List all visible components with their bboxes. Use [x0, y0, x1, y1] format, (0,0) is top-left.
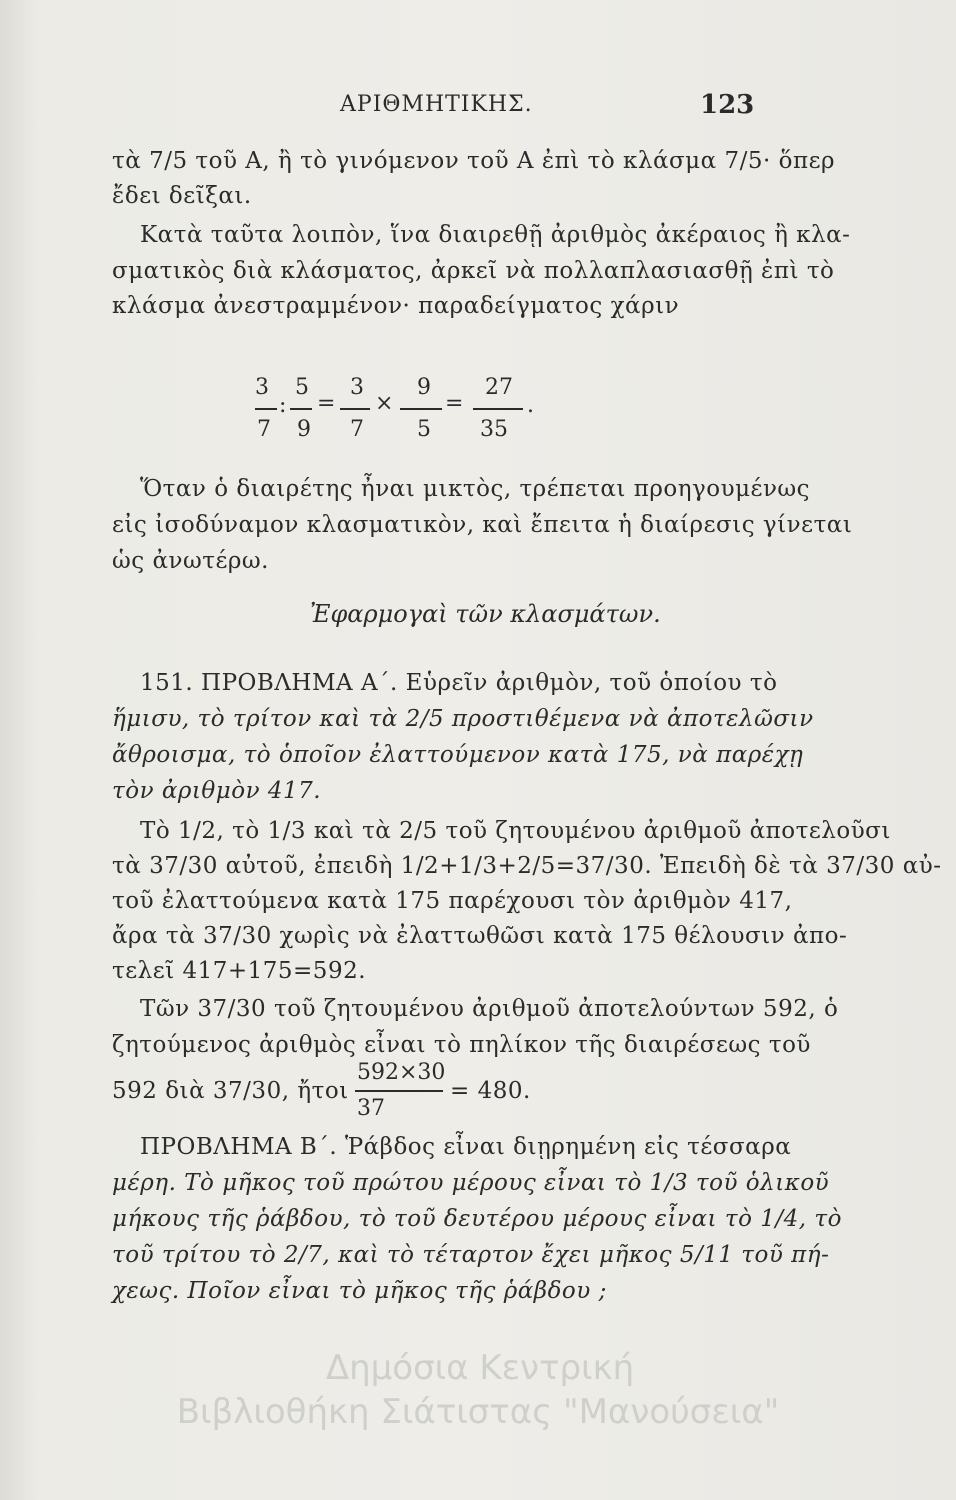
fraction-bar [473, 408, 523, 410]
quotient-fraction [355, 1060, 445, 1120]
period-mark: . [527, 393, 534, 418]
text-line: ζητούμενος ἀριθμὸς εἶναι τὸ πηλίκον τῆς διαιρέσεως τοῦ [112, 1032, 811, 1058]
problem-line: ἄθροισμα, τὸ ὁποῖον ἐλαττούμενον κατὰ 175, νὰ παρέχῃ [112, 742, 804, 768]
text-line: ἔδει δεῖξαι. [112, 183, 252, 209]
eq-denominator: 7 [257, 417, 271, 442]
problem-line: τοῦ τρίτου τὸ 2/7, καὶ τὸ τέταρτον ἔχει μῆκος 5/11 τοῦ πή- [112, 1242, 830, 1268]
text-line: = 480. [450, 1078, 531, 1104]
problem-line: 151. ΠΡΟΒΛΗΜΑ Α΄. Εὑρεῖν ἀριθμὸν, τοῦ ὁποίου τὸ [140, 670, 778, 696]
eq-numerator: 3 [350, 375, 364, 400]
text-line: Κατὰ ταῦτα λοιπὸν, ἵνα διαιρεθῇ ἀριθμὸς ἀκέραιος ἢ κλα- [140, 222, 851, 248]
text-line: ὡς ἀνωτέρω. [112, 548, 269, 574]
page-header [0, 92, 956, 132]
fraction-bar [340, 408, 370, 410]
fraction-bar [400, 408, 442, 410]
text-line: τοῦ ἐλαττούμενα κατὰ 175 παρέχουσι τὸν ἀριθμὸν 417, [112, 888, 793, 914]
division-equation [255, 365, 555, 460]
text-line: τελεῖ 417+175=592. [112, 958, 367, 984]
eq-denominator: 35 [480, 417, 508, 442]
colon-sign: : [279, 393, 287, 418]
eq-denominator: 7 [350, 417, 364, 442]
eq-denominator: 9 [297, 417, 311, 442]
equals-sign: = [445, 391, 464, 416]
problem-line: μήκους τῆς ῥάβδου, τὸ τοῦ δευτέρου μέρους εἶναι τὸ 1/4, τὸ [112, 1206, 842, 1232]
eq-numerator: 3 [255, 375, 269, 400]
fraction-bar [355, 1090, 443, 1092]
problem-line: ΠΡΟΒΛΗΜΑ Β΄. Ῥάβδος εἶναι διῃρημένη εἰς τέσσαρα [140, 1134, 792, 1160]
text-line: κλάσμα ἀνεστραμμένον· παραδείγματος χάριν [112, 293, 680, 319]
text-line: Τὸ 1/2, τὸ 1/3 καὶ τὰ 2/5 τοῦ ζητουμένου ἀριθμοῦ ἀποτελοῦσι [140, 818, 891, 844]
running-title: ΑΡΙΘΜΗΤΙΚΗΣ. [340, 92, 533, 117]
eq-numerator: 5 [295, 375, 309, 400]
fraction-bar [290, 408, 312, 410]
text-line: τὰ 7/5 τοῦ Α, ἢ τὸ γινόμενον τοῦ Α ἐπὶ τὸ κλάσμα 7/5· ὅπερ [112, 148, 836, 174]
eq-numerator: 9 [417, 375, 431, 400]
library-watermark: Δημόσια Κεντρική [325, 1348, 635, 1388]
eq-numerator: 27 [485, 375, 513, 400]
fraction-bar [255, 408, 277, 410]
page-number: 123 [700, 90, 755, 120]
text-line: Τῶν 37/30 τοῦ ζητουμένου ἀριθμοῦ ἀποτελούντων 592, ὁ [140, 996, 839, 1022]
text-line: τὰ 37/30 αὐτοῦ, ἐπειδὴ 1/2+1/3+2/5=37/30. Ἐπειδὴ δὲ τὰ 37/30 αὐ- [112, 853, 942, 879]
times-sign: × [375, 391, 394, 416]
text-line: Ὅταν ὁ διαιρέτης ἦναι μικτὸς, τρέπεται προηγουμένως [140, 476, 811, 502]
library-watermark: Βιβλιοθήκη Σιάτιστας "Μανούσεια" [176, 1392, 780, 1432]
fraction-denominator: 37 [357, 1096, 385, 1121]
fraction-numerator: 592×30 [357, 1060, 446, 1085]
text-line: 592 διὰ 37/30, ἤτοι [112, 1078, 349, 1104]
problem-line: χεως. Ποῖον εἶναι τὸ μῆκος τῆς ῥάβδου ; [112, 1278, 607, 1304]
equals-sign: = [317, 391, 336, 416]
text-line: ἄρα τὰ 37/30 χωρὶς νὰ ἐλαττωθῶσι κατὰ 175 θέλουσιν ἀπο- [112, 923, 848, 949]
problem-line: ἥμισυ, τὸ τρίτον καὶ τὰ 2/5 προστιθέμενα νὰ ἀποτελῶσιν [112, 706, 814, 732]
text-line: σματικὸς διὰ κλάσματος, ἀρκεῖ νὰ πολλαπλασιασθῇ ἐπὶ τὸ [112, 258, 835, 284]
eq-denominator: 5 [417, 417, 431, 442]
problem-line: μέρη. Τὸ μῆκος τοῦ πρώτου μέρους εἶναι τὸ 1/3 τοῦ ὁλικοῦ [112, 1170, 830, 1196]
problem-line: τὸν ἀριθμὸν 417. [112, 778, 322, 804]
section-heading: Ἐφαρμογαὶ τῶν κλασμάτων. [310, 600, 661, 628]
text-line: εἰς ἰσοδύναμον κλασματικὸν, καὶ ἔπειτα ἡ διαίρεσις γίνεται [112, 512, 853, 538]
